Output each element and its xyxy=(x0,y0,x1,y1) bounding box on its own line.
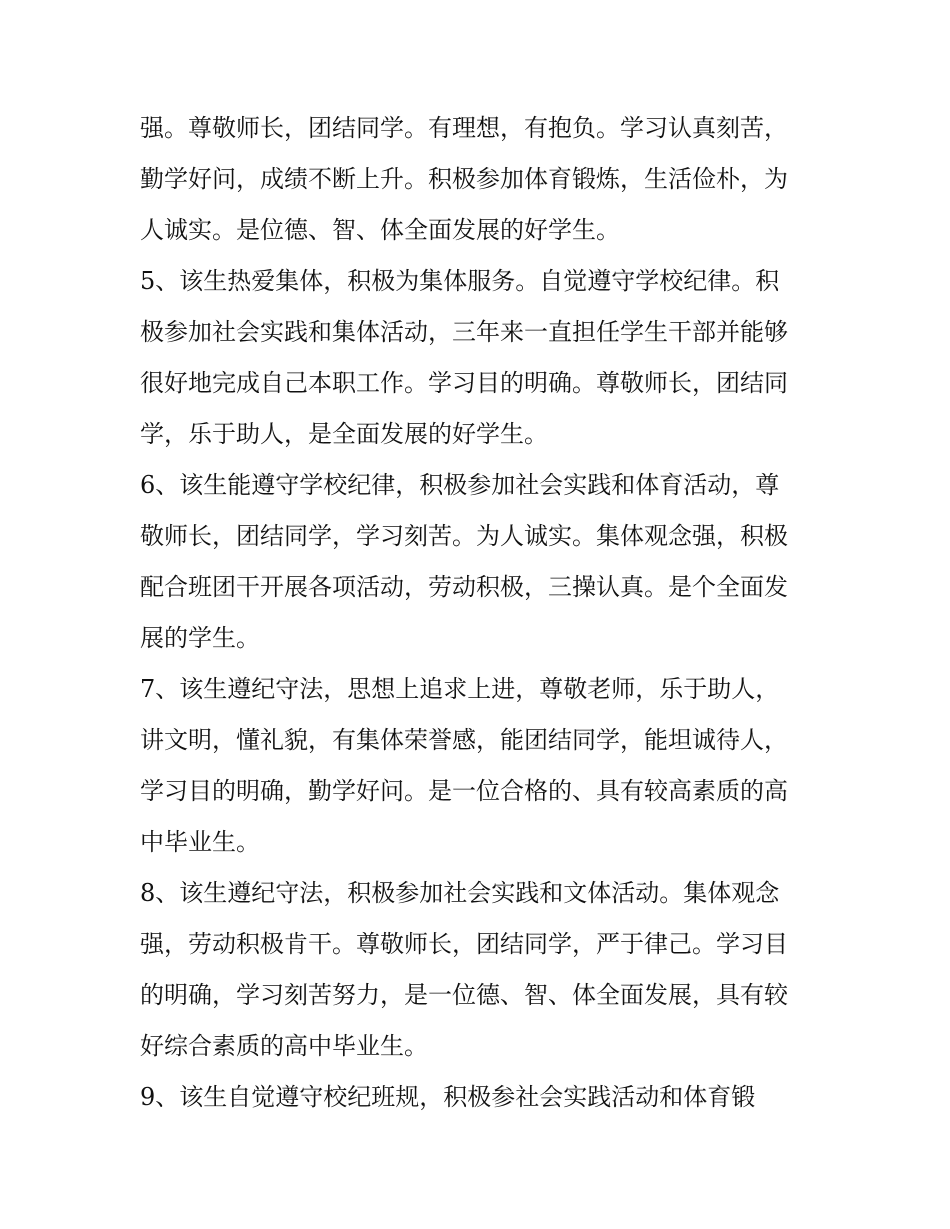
text-line: 极参加社会实践和集体活动，三年来一直担任学生干部并能够 xyxy=(140,318,788,346)
text-line: 7、该生遵纪守法，思想上追求上进，尊敬老师，乐于助人， xyxy=(140,675,780,703)
text-line: 勤学好问，成绩不断上升。积极参加体育锻炼，生活俭朴，为 xyxy=(140,165,788,193)
document-body xyxy=(140,103,815,1123)
text-line: 人诚实。是位德、智、体全面发展的好学生。 xyxy=(140,216,620,244)
text-line: 9、该生自觉遵守校纪班规，积极参社会实践活动和体育锻 xyxy=(140,1083,756,1111)
text-line: 强，劳动积极肯干。尊敬师长，团结同学，严于律己。学习目 xyxy=(140,930,788,958)
text-line: 8、该生遵纪守法，积极参加社会实践和文体活动。集体观念 xyxy=(140,879,780,907)
text-line: 学，乐于助人，是全面发展的好学生。 xyxy=(140,420,548,448)
text-line: 讲文明，懂礼貌，有集体荣誉感，能团结同学，能坦诚待人， xyxy=(140,726,788,754)
text-line: 6、该生能遵守学校纪律，积极参加社会实践和体育活动，尊 xyxy=(140,471,780,499)
text-line: 中毕业生。 xyxy=(140,828,260,856)
text-line: 5、该生热爱集体，积极为集体服务。自觉遵守学校纪律。积 xyxy=(140,267,780,295)
text-line: 配合班团干开展各项活动，劳动积极，三操认真。是个全面发 xyxy=(140,573,788,601)
text-line: 展的学生。 xyxy=(140,624,260,652)
text-line: 很好地完成自己本职工作。学习目的明确。尊敬师长，团结同 xyxy=(140,369,788,397)
text-line: 好综合素质的高中毕业生。 xyxy=(140,1032,428,1060)
text-line: 学习目的明确，勤学好问。是一位合格的、具有较高素质的高 xyxy=(140,777,788,805)
text-line: 敬师长，团结同学，学习刻苦。为人诚实。集体观念强，积极 xyxy=(140,522,788,550)
text-line: 强。尊敬师长，团结同学。有理想，有抱负。学习认真刻苦， xyxy=(140,114,788,142)
text-line: 的明确，学习刻苦努力，是一位德、智、体全面发展，具有较 xyxy=(140,981,788,1009)
